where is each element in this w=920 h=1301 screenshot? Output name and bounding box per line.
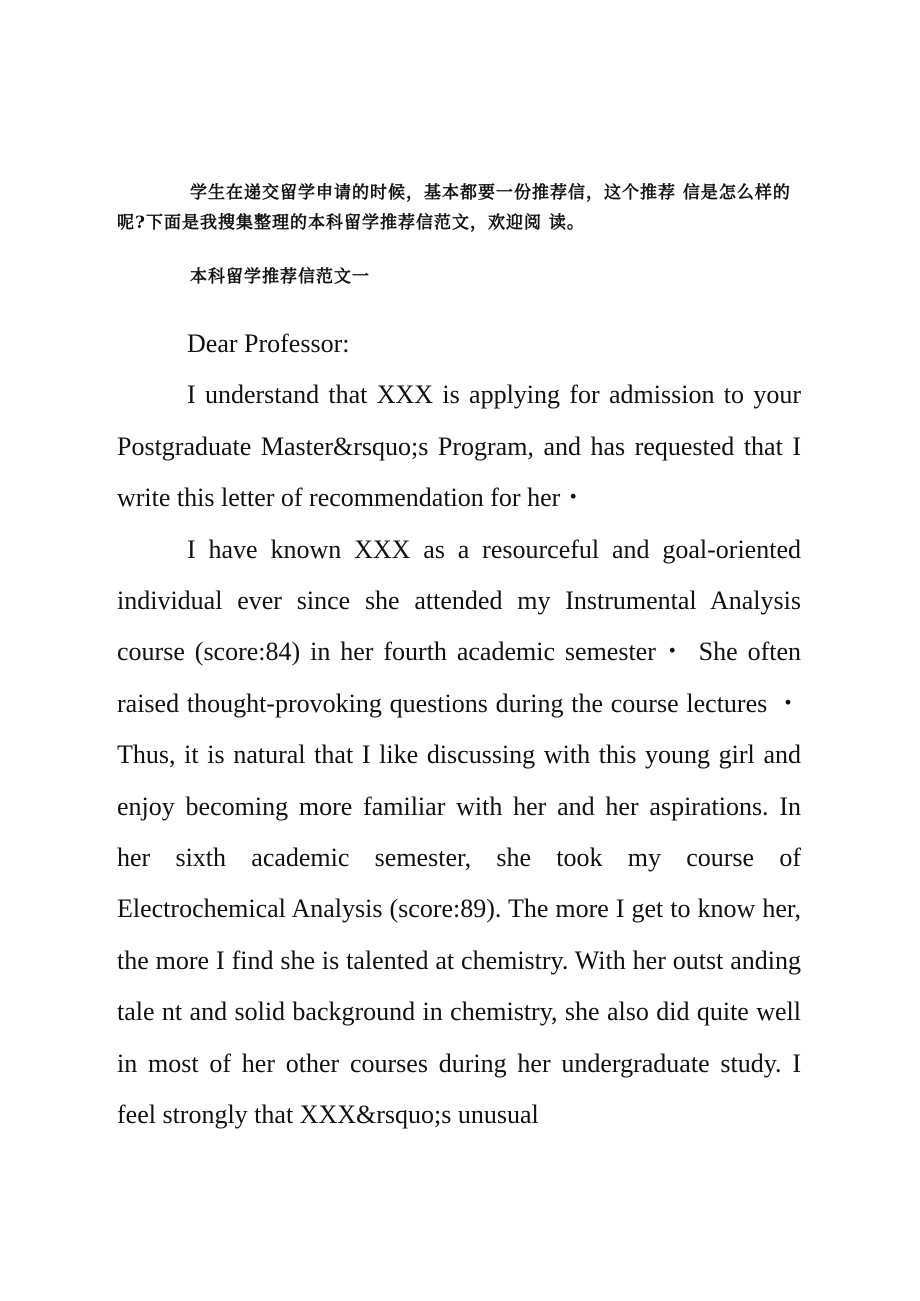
document-body	[117, 178, 801, 1141]
letter-paragraph-2: I have known XXX as a resourceful and goal-oriented individual ever since she attended my Instrumental Analysis course (score:84) in her fourth academic semester・ She often raised thought-provoking questions during the course lectures ・ Thus, it is natural that I like discussing with this young girl and enjoy becoming more familiar with her and her aspirations. In her sixth academic semester, she took my course of Electrochemical Analysis (score:89). The more I get to know her, the more I find she is talented at chemistry. With her outst anding tale nt and solid background in chemistry, she also did quite well in most of her other courses during her undergraduate study. I feel strongly that XXX&rsquo;s unusual	[117, 534, 801, 1130]
section-heading: 本科留学推荐信范文一	[190, 267, 370, 287]
intro-paragraph: 学生在递交留学申请的时候，基本都要一份推荐信，这个推荐 信是怎么样的呢?下面是我搜集整理的本科留学推荐信范文，欢迎阅 读。	[117, 183, 791, 233]
salutation: Dear Professor:	[187, 329, 350, 358]
letter-paragraph-1: I understand that XXX is applying for admission to your Postgraduate Master&rsquo;s Program, and has requested that I write this letter of recommendation for her・	[117, 380, 801, 513]
